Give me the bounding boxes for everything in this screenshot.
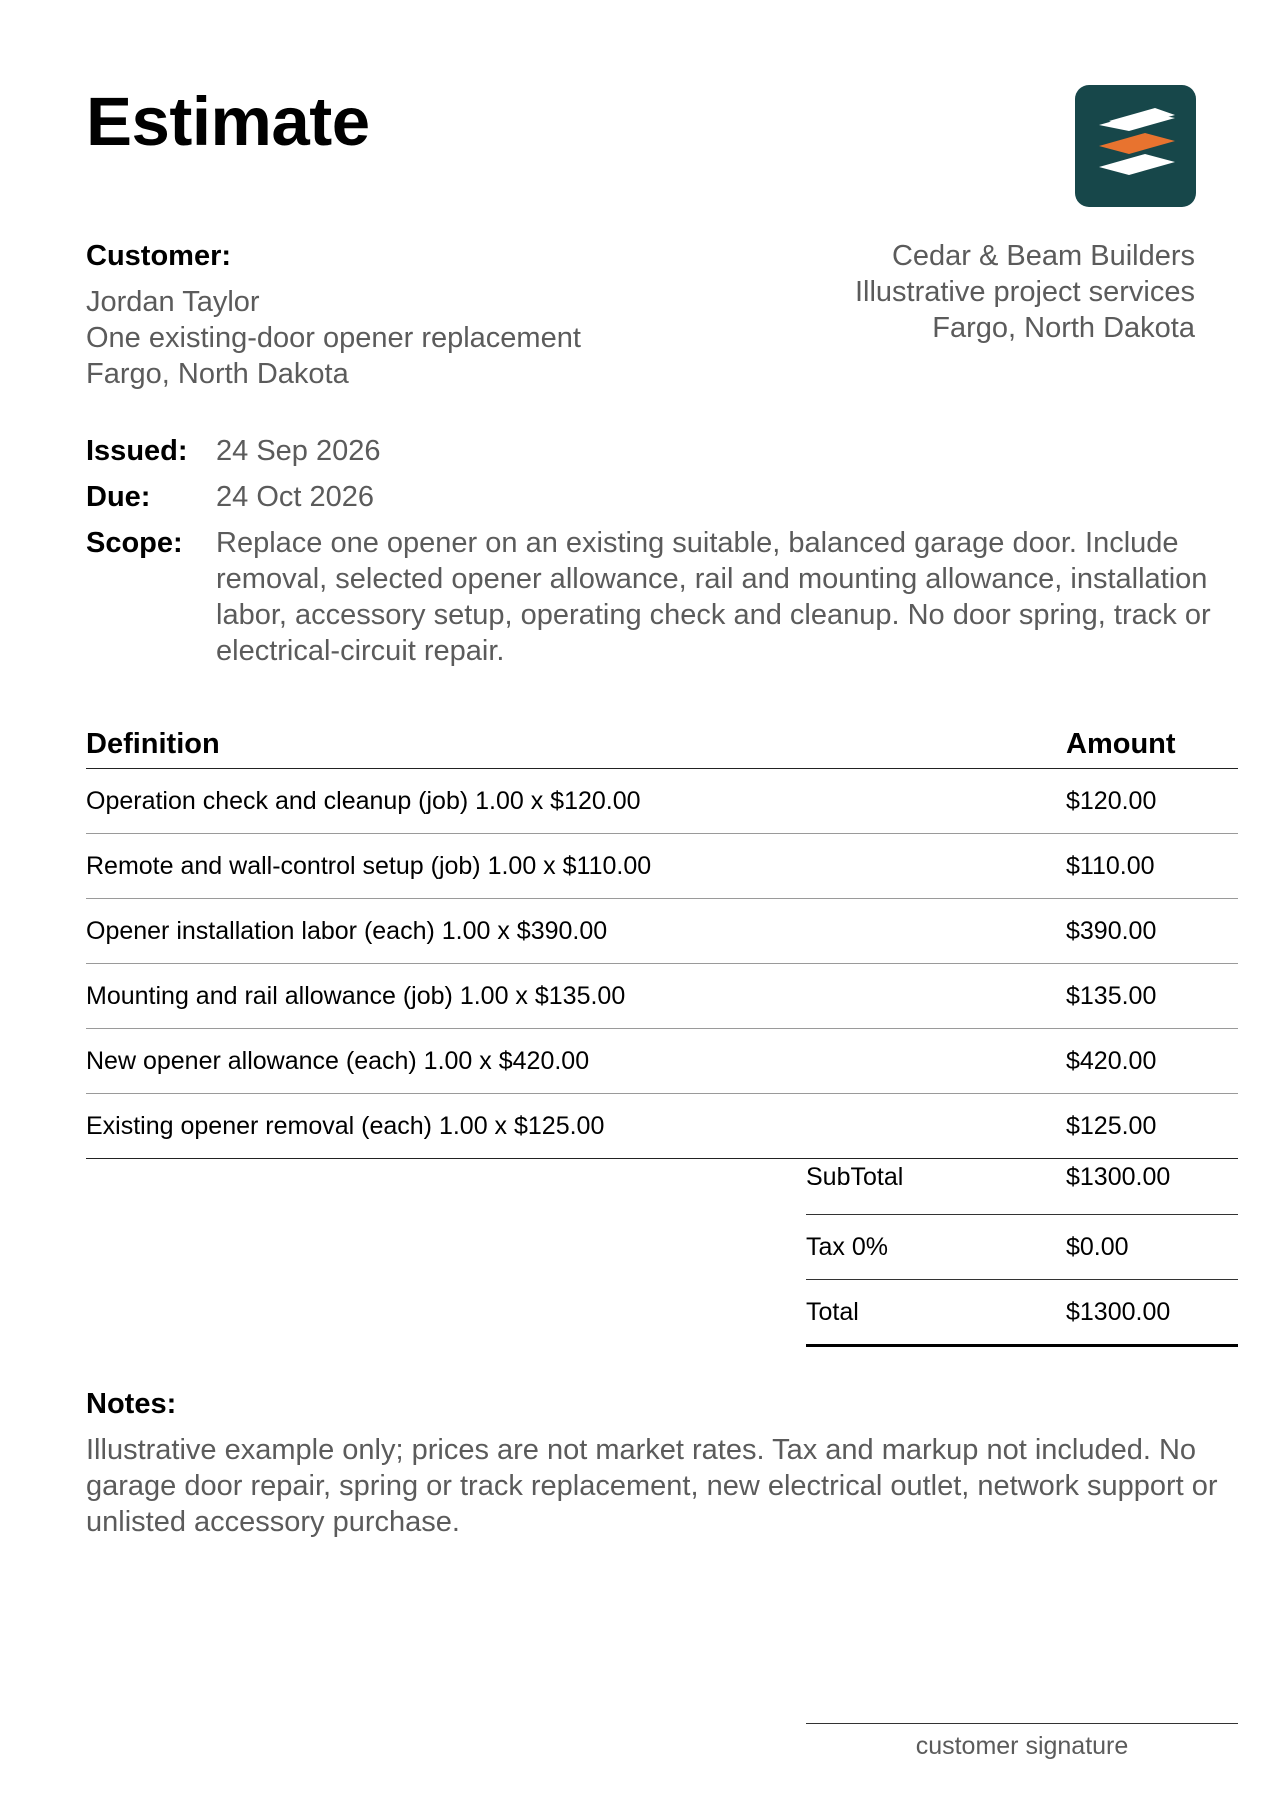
row-definition: Remote and wall-control setup (job) 1.00 x $110.00 <box>86 834 1066 899</box>
row-amount: $420.00 <box>1066 1029 1238 1094</box>
company-logo <box>1075 85 1196 207</box>
stacked-layers-logo-icon <box>1075 85 1196 207</box>
table-row <box>86 964 1238 1029</box>
company-tagline: Illustrative project services <box>854 276 1195 308</box>
subtotal-label: SubTotal <box>806 1154 1066 1215</box>
estimate-meta <box>86 433 1246 679</box>
table-row <box>86 769 1238 834</box>
table-row <box>86 1094 1238 1159</box>
due-value: 24 Oct 2026 <box>216 481 374 513</box>
row-definition: Opener installation labor (each) 1.00 x $390.00 <box>86 899 1066 964</box>
table-row <box>86 1029 1238 1094</box>
issued-value: 24 Sep 2026 <box>216 435 381 467</box>
row-definition: Existing opener removal (each) 1.00 x $125.00 <box>86 1094 1066 1159</box>
customer-location: Fargo, North Dakota <box>86 358 349 390</box>
scope-label: Scope: <box>86 527 183 559</box>
issued-row <box>86 433 1246 469</box>
due-label: Due: <box>86 481 151 513</box>
row-definition: Operation check and cleanup (job) 1.00 x $120.00 <box>86 769 1066 834</box>
total-value: $1300.00 <box>1066 1280 1238 1346</box>
row-amount: $120.00 <box>1066 769 1238 834</box>
signature-caption: customer signature <box>915 1732 1129 1760</box>
tax-row <box>806 1215 1238 1280</box>
company-location: Fargo, North Dakota <box>932 312 1195 344</box>
tax-label: Tax 0% <box>806 1215 1066 1280</box>
header-definition: Definition <box>86 718 1066 769</box>
page-title: Estimate <box>86 83 370 160</box>
issued-label: Issued: <box>86 435 188 467</box>
customer-project: One existing-door opener replacement <box>86 322 581 354</box>
row-amount: $125.00 <box>1066 1094 1238 1159</box>
row-definition: Mounting and rail allowance (job) 1.00 x $135.00 <box>86 964 1066 1029</box>
row-amount: $110.00 <box>1066 834 1238 899</box>
scope-row <box>86 525 1246 669</box>
due-row <box>86 479 1246 515</box>
tax-value: $0.00 <box>1066 1215 1238 1280</box>
row-definition: New opener allowance (each) 1.00 x $420.00 <box>86 1029 1066 1094</box>
subtotal-value: $1300.00 <box>1066 1154 1238 1215</box>
notes-text: Illustrative example only; prices are not market rates. Tax and markup not included. No garage door repair, spring or track replacement, new electrical outlet, network support or unlisted accessory purchase. <box>86 1434 1218 1538</box>
total-label: Total <box>806 1280 1066 1346</box>
customer-name: Jordan Taylor <box>86 286 260 318</box>
header-amount: Amount <box>1066 718 1238 769</box>
subtotal-row <box>806 1154 1238 1215</box>
signature-line[interactable] <box>806 1723 1238 1761</box>
total-row <box>806 1280 1238 1346</box>
company-info <box>595 238 1195 346</box>
row-amount: $390.00 <box>1066 899 1238 964</box>
notes-label: Notes: <box>86 1388 177 1420</box>
customer-label: Customer: <box>86 240 232 272</box>
table-header-row <box>86 718 1238 769</box>
scope-value: Replace one opener on an existing suitable, balanced garage door. Include removal, selected opener allowance, rail and mounting allowance, installation labor, accessory setup, operating check and cleanup. No door spring, track or electrical-circuit repair. <box>216 527 1211 667</box>
totals-table <box>806 1154 1238 1347</box>
line-items-table <box>86 718 1238 1159</box>
company-name: Cedar & Beam Builders <box>891 240 1195 272</box>
table-row <box>86 899 1238 964</box>
table-row <box>86 834 1238 899</box>
notes-section <box>86 1386 1246 1540</box>
row-amount: $135.00 <box>1066 964 1238 1029</box>
